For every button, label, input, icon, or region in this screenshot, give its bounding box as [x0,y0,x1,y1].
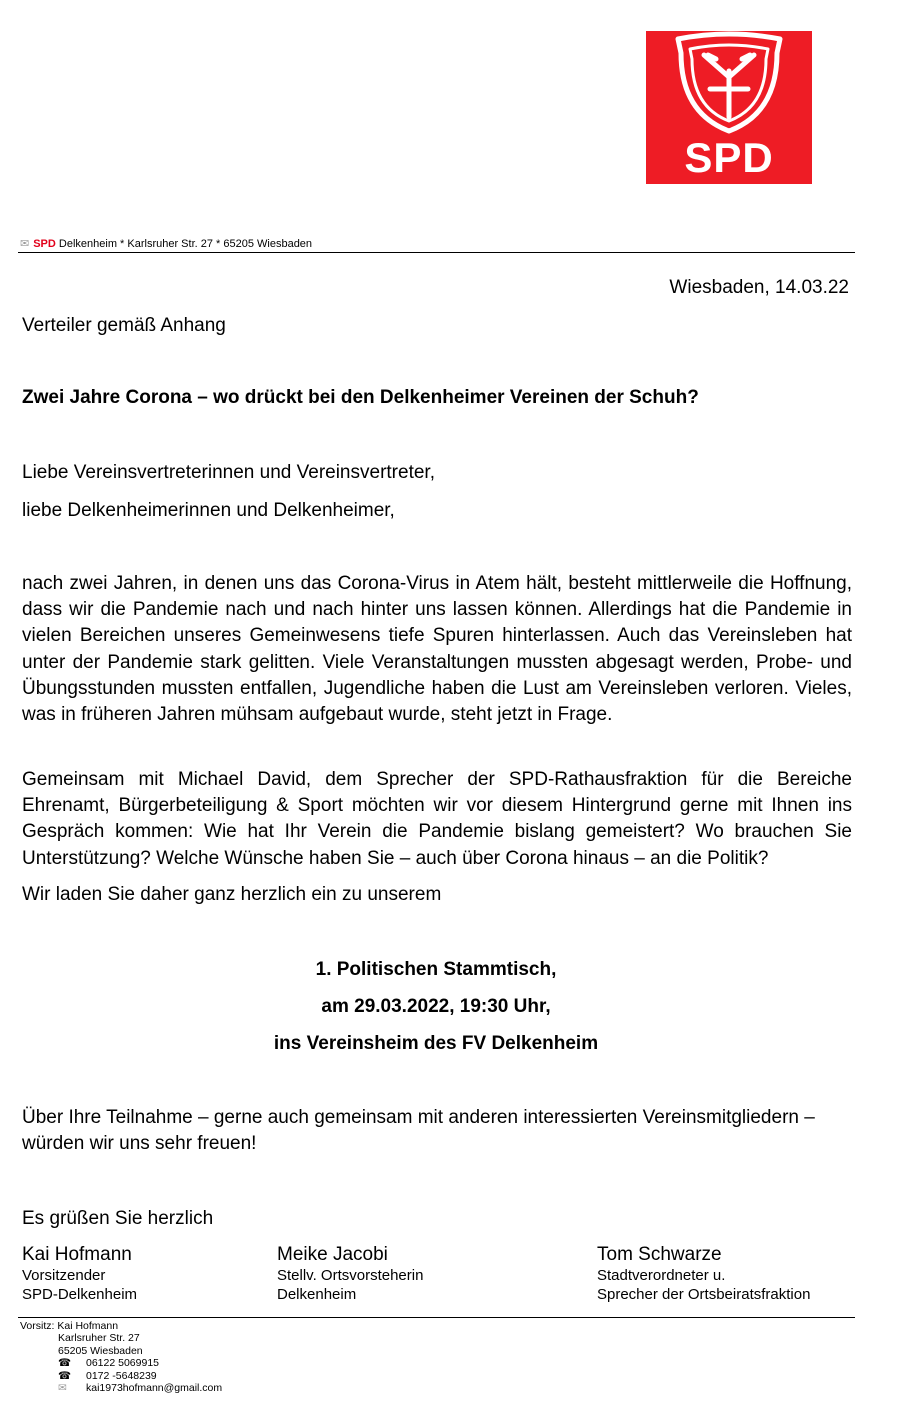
signatory-role: Stellv. Ortsvorsteherin [277,1267,424,1284]
signatory-name: Kai Hofmann [22,1244,132,1265]
logo-text: SPD [684,134,774,181]
sender-party: SPD [33,238,56,250]
signatory-name: Meike Jacobi [277,1244,388,1265]
sender-line [20,237,312,250]
footer-city: 65205 Wiesbaden [58,1344,143,1357]
footer-email-row [20,1382,222,1394]
spd-logo [646,31,812,184]
signatory-role: Stadtverordneter u. [597,1267,726,1284]
sender-address: Delkenheim * Karlsruher Str. 27 * 65205 Wiesbaden [58,238,313,250]
signatory-org: SPD-Delkenheim [22,1286,138,1303]
event-title: 1. Politischen Stammtisch, [315,959,557,980]
event-datetime: am 29.03.2022, 19:30 Uhr, [321,996,551,1017]
subject-line: Zwei Jahre Corona – wo drückt bei den Delkenheimer Vereinen der Schuh? [22,387,699,408]
footer-divider [18,1317,855,1318]
greeting: Es grüßen Sie herzlich [22,1208,214,1229]
salutation-2: liebe Delkenheimerinnen und Delkenheimer, [22,500,395,521]
signatory-2 [277,1244,423,1304]
signatory-name: Tom Schwarze [597,1244,722,1265]
signatory-org: Delkenheim [277,1286,357,1303]
salutation-1: Liebe Vereinsvertreterinnen und Vereinsvertreter, [22,462,435,483]
footer-chair: Vorsitz: Kai Hofmann [20,1320,119,1332]
signatory-3 [597,1244,810,1304]
footer-phone-row [20,1370,222,1382]
body-paragraph-2: Gemeinsam mit Michael David, dem Sprecher der SPD-Rathausfraktion für die Bereiche Ehrenamt, Bürgerbeteiligung & Sport möchten wir vor diesem Hintergrund gerne mit Ihnen ins Gespräch kommen: Wie hat Ihr Verein die Pandemie bislang gemeistert? Wo brauchen Sie Unterstützung? Welche Wünsche haben Sie – auch über Corona hinaus – an die Politik? [22,769,852,869]
header-divider [18,252,855,253]
body-paragraph-3: Wir laden Sie daher ganz herzlich ein zu unserem [22,884,442,905]
footer-phone-2: 0172 -5648239 [86,1369,157,1382]
event-location: ins Vereinsheim des FV Delkenheim [273,1033,599,1054]
footer-contact [20,1320,222,1394]
footer-email[interactable]: kai1973hofmann@gmail.com [86,1382,223,1395]
recipient: Verteiler gemäß Anhang [22,315,226,336]
footer-street: Karlsruher Str. 27 [58,1332,140,1345]
letter-date: Wiesbaden, 14.03.22 [669,277,849,298]
closing-paragraph: Über Ihre Teilnahme – gerne auch gemeinsam mit anderen interessierten Vereinsmitgliedern – würden wir uns sehr freuen! [22,1107,815,1154]
signatory-org: Sprecher der Ortsbeiratsfraktion [597,1286,811,1303]
footer-phone-1: 06122 5069915 [86,1357,159,1370]
signatory-1 [22,1244,137,1304]
envelope-icon: ✉ [20,238,30,250]
footer-phone-row [20,1357,222,1369]
body-paragraph-1: nach zwei Jahren, in denen uns das Corona-Virus in Atem hält, besteht mittlerweile die Hoffnung, dass wir die Pandemie nach und nach hinter uns lassen können. Allerdings hat die Pandemie in vielen Bereichen unseres Gemeinwesens tiefe Spuren hinterlassen. Auch das Vereinsleben hat unter der Pandemie stark gelitten. Viele Veranstaltungen mussten abgesagt werden, Probe- und Übungsstunden mussten entfallen, Jugendliche haben die Lust am Vereinsleben verloren. Vieles, was in früheren Jahren mühsam aufgebaut wurde, steht jetzt in Frage. [22,573,852,726]
phone-icon: ☎ [58,1369,72,1382]
phone-icon: ☎ [58,1357,72,1370]
signatory-role: Vorsitzender [22,1267,106,1284]
envelope-icon: ✉ [58,1382,67,1395]
